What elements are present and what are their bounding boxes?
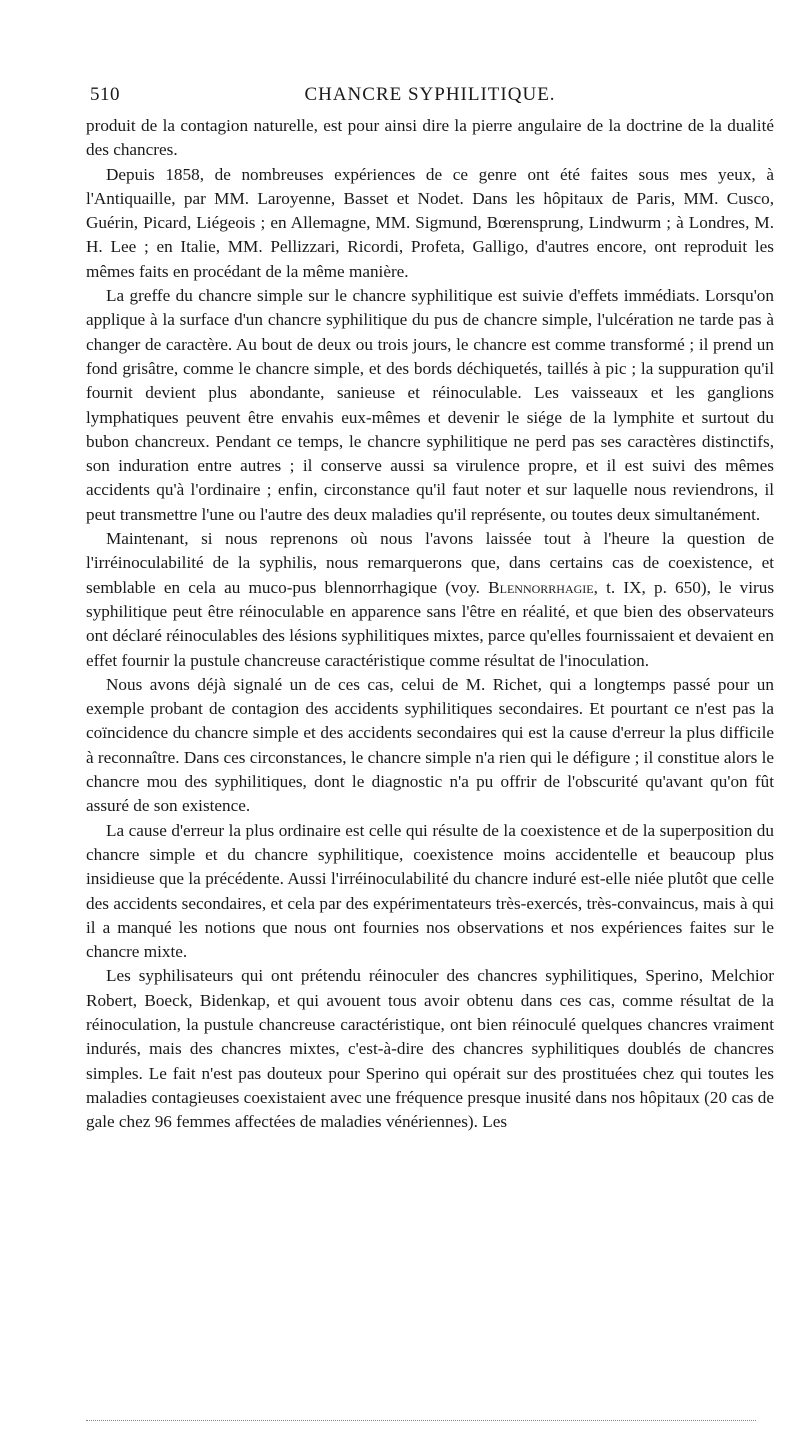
body-text — [86, 114, 774, 1134]
paragraph-7: Les syphilisateurs qui ont prétendu réinoculer des chancres syphilitiques, Sperino, Melchior Robert, Boeck, Bidenkap, et qui avouent tous avoir obtenu dans ces cas, comme résultat de la réinoculation, la pustule chancreuse caractéristique, ont bien réinoculé quelques chancres vraiment indurés, mais des chancres mixtes, c'est-à-dire des chancres syphilitiques doublés de chancres simples. Le fait n'est pas douteux pour Sperino qui opérait sur des prostituées chez qui toutes les maladies contagieuses coexistaient avec une fréquence presque inusité dans nos hôpitaux (20 cas de gale chez 96 femmes affectées de maladies vénériennes). Les — [86, 966, 774, 1132]
running-head: CHANCRE SYPHILITIQUE. — [304, 84, 556, 105]
footer-dotted-rule — [86, 1420, 756, 1421]
paragraph-6: La cause d'erreur la plus ordinaire est celle qui résulte de la coexistence et de la superposition du chancre simple et du chancre syphilitique, coexistence moins accidentelle et beaucoup plus insidieuse que la précédente. Aussi l'irréinoculabilité du chancre induré est-elle niée plutôt que celle des accidents secondaires, et cela par des expérimentateurs très-exercés, très-convaincus, mais à qui il a manqué les notions que nous ont fournies nos observations et nos expériences faites sur le chancre mixte. — [86, 820, 774, 962]
page-number: 510 — [90, 84, 120, 105]
paragraph-5: Nous avons déjà signalé un de ces cas, celui de M. Richet, qui a longtemps passé pour un exemple probant de contagion des accidents syphilitiques secondaires. Et pourtant ce n'est pas la coïncidence du chancre simple et des accidents secondaires qui est la cause d'erreur la plus difficile à reconnaître. Dans ces circonstances, le chancre simple n'a rien qui le défigure ; il constitue alors le chancre mou des syphilitiques, dont le diagnostic n'a pu offrir de l'obscurité qu'avant qu'on fût assuré de son existence. — [86, 674, 774, 816]
paragraph-1: produit de la contagion naturelle, est pour ainsi dire la pierre angulaire de la doctrine de la dualité des chancres. — [86, 116, 774, 160]
paragraph-3: La greffe du chancre simple sur le chancre syphilitique est suivie d'effets immédiats. Lorsqu'on applique à la surface d'un chancre syphilitique du pus de chancre simple, l'ulcération ne tarde pas à changer de caractère. Au bout de deux ou trois jours, le chancre est comme transformé ; il prend un fond grisâtre, comme le chancre simple, et des bords déchiquetés, taillés à pic ; la suppuration qu'il fournit devient plus abondante, sanieuse et réinoculable. Les vaisseaux et les ganglions lymphatiques peuvent être envahis eux-mêmes et devenir le siége de la lymphite et surtout du bubon chancreux. Pendant ce temps, le chancre syphilitique ne perd pas ses caractères distinctifs, son induration entre autres ; il conserve aussi sa virulence propre, et il est suivi des mêmes accidents qu'à l'ordinaire ; enfin, circonstance qu'il faut noter et sur laquelle nous reviendrons, il peut transmettre l'une ou l'autre des deux maladies qu'il représente, ou toutes deux simultanément. — [86, 286, 774, 524]
book-page — [86, 84, 774, 1134]
paragraph-2: Depuis 1858, de nombreuses expériences de ce genre ont été faites sous mes yeux, à l'Antiquaille, par MM. Laroyenne, Basset et Nodet. Dans les hôpitaux de Paris, MM. Cusco, Guérin, Picard, Liégeois ; en Allemagne, MM. Sigmund, Bœrensprung, Lindwurm ; à Londres, M. H. Lee ; en Italie, MM. Pellizzari, Ricordi, Profeta, Galligo, d'autres encore, ont reproduit les mêmes faits en procédant de la même manière. — [86, 164, 774, 281]
page-header — [86, 84, 774, 110]
cross-reference-blennorrhagie: Blennorrhagie — [488, 577, 594, 597]
paragraph-4 — [86, 527, 774, 673]
paragraph-4-part-1: Maintenant, si nous reprenons où nous l'avons laissée tout à l'heure la question de l'irréinoculabilité de la syphilis, nous remarquerons que, dans certains cas de coexistence, et semblable en cela au muco-pus blennorrhagique (voy. — [86, 529, 774, 597]
paragraph-4-part-2: , t. IX, p. 650), le virus syphilitique peut être réinoculable en apparence sans l'être en réalité, et que bien des observateurs ont déclaré réinoculables des lésions syphilitiques mixtes, parce qu'elles fournissaient et devaient en effet fournir la pustule chancreuse caractéristique comme résultat de l'inoculation. — [86, 577, 775, 670]
